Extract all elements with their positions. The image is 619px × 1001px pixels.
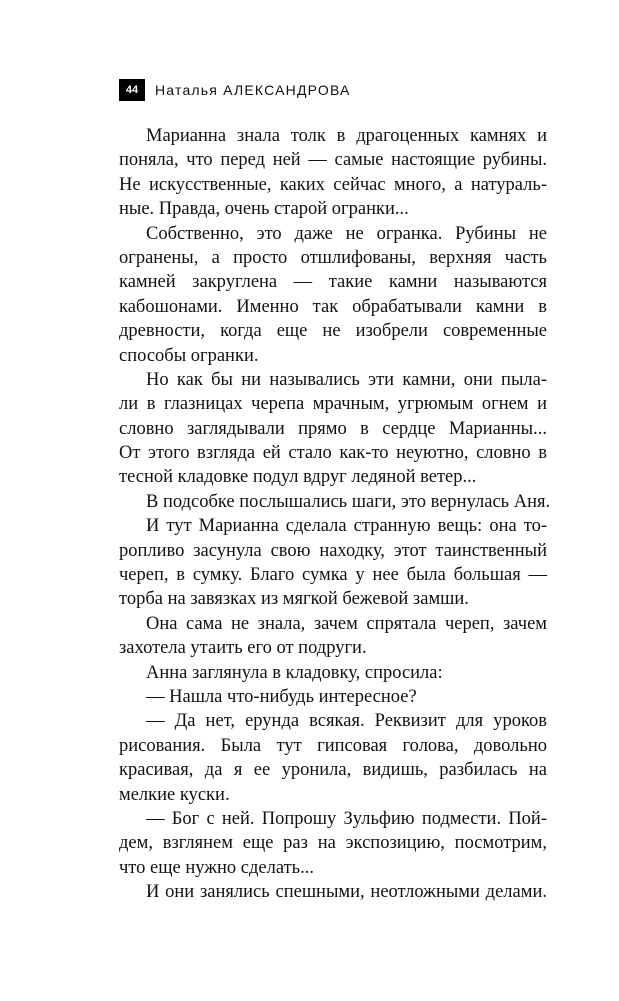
text-line: Марианна знала толк в драгоценных камнях и: [146, 126, 547, 146]
text-line: В подсобке послышались шаги, это вернулась Аня.: [146, 491, 551, 512]
text-line: И они занялись спешными, неотложными делами.: [146, 882, 547, 903]
text-line: ные. Правда, очень старой огранки...: [119, 199, 409, 220]
text-line: поняла, что перед ней — самые настоящие рубины.: [119, 150, 547, 171]
text-line: красивая, да я ее уронила, видишь, разбилась на: [119, 760, 547, 781]
text-line: Она сама не знала, зачем спрятала череп, зачем: [146, 613, 547, 634]
text-line: что еще нужно сделать...: [119, 857, 314, 878]
text-line: — Бог с ней. Попрошу Зульфию подмести. Пой-: [146, 808, 547, 829]
running-head-title: Наталья АЛЕКСАНДРОВА: [155, 82, 351, 98]
text-line: тесной кладовке подул вдруг ледяной ветер...: [119, 467, 477, 488]
text-line: камней закруглена — такие камни называются: [119, 272, 547, 293]
page-number: 44: [119, 79, 145, 101]
text-line: способы огранки.: [119, 345, 259, 366]
text-line: Собственно, это даже не огранка. Рубины не: [146, 223, 547, 244]
text-line: огранены, а просто отшлифованы, верхняя часть: [119, 247, 547, 268]
text-line: череп, в сумку. Благо сумка у нее была большая —: [119, 565, 547, 586]
text-line: дем, взглянем еще раз на экспозицию, посмотрим,: [119, 833, 547, 854]
text-line: торба на завязках из мягкой бежевой замши.: [119, 589, 469, 610]
text-line: ли в глазницах черепа мрачным, угрюмым огнем и: [119, 394, 547, 415]
text-line: От этого взгляда ей стало как-то неуютно, словно в: [119, 443, 547, 464]
text-line: Не искусственные, каких сейчас много, а натураль-: [119, 174, 547, 195]
text-line: словно заглядывали прямо в сердце Марианны...: [119, 418, 547, 439]
text-line: захотела утаить его от подруги.: [119, 638, 367, 659]
text-line: — Нашла что-нибудь интересное?: [146, 686, 417, 707]
text-line: мелкие куски.: [119, 784, 230, 805]
book-text-body: [119, 124, 551, 905]
text-line: рисования. Была тут гипсовая голова, довольно: [119, 735, 547, 756]
text-line: Но как бы ни назывались эти камни, они пыла-: [146, 369, 547, 390]
text-line: — Да нет, ерунда всякая. Реквизит для уроков: [146, 711, 547, 732]
text-line: кабошонами. Именно так обрабатывали камни в: [119, 296, 547, 317]
text-line: Анна заглянула в кладовку, спросила:: [146, 662, 443, 683]
text-line: ропливо засунула свою находку, этот таинственный: [119, 540, 547, 561]
text-line: древности, когда еще не изобрели современные: [119, 321, 547, 342]
text-line: И тут Марианна сделала странную вещь: она то-: [146, 516, 547, 537]
running-header: [119, 79, 351, 101]
